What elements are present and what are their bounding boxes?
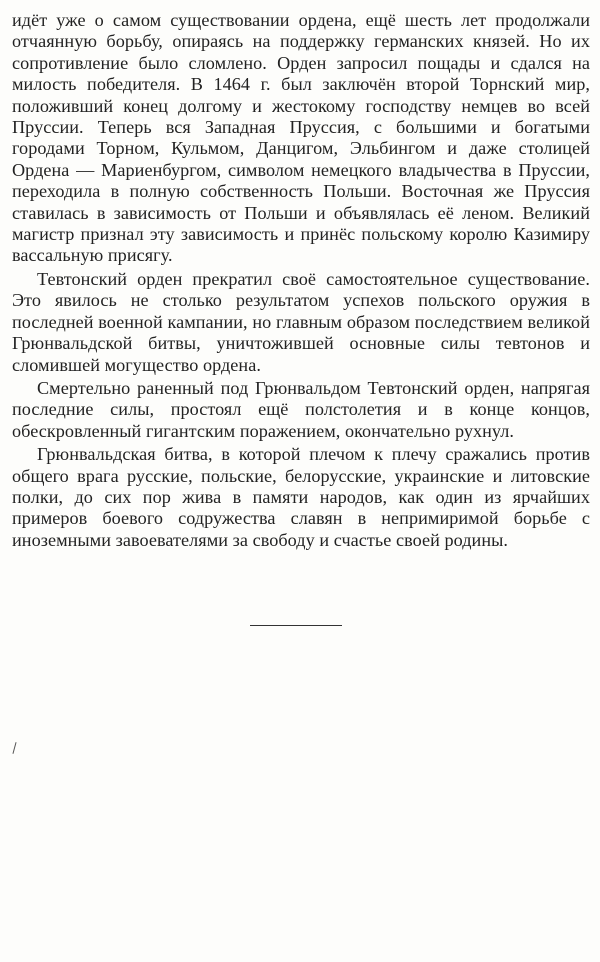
paragraph-order-end: Тевтонский орден прекратил своё самостоятельное существование. Это явилось не столько результатом успехов польского оружия в последней военной кампании, но главным образом последствием великой Грюнвальдской битвы, уничтожившей основные силы тевтонов и сломившей могущество ордена. [12,268,590,375]
paragraph-grunwald-memory: Грюнвальдская битва, в которой плечом к плечу сражались против общего врага русские, польские, белорусские, украинские и литовские полки, до сих пор жива в памяти народов, как один из ярчайших примеров боевого содружества славян в непримиримой борьбе с иноземными завоевателями за свободу и счастье своей родины. [12,444,590,550]
margin-mark [12,742,16,754]
body-text [12,10,590,551]
paragraph-order-collapse: Смертельно раненный под Грюнвальдом Тевтонский орден, напрягая последние силы, простоял ещё полстолетия и в конце концов, обескровленный гигантским поражением, окончательно рухнул. [12,377,590,441]
section-end-rule [250,625,342,626]
paragraph-continuation: идёт уже о самом существовании ордена, ещё шесть лет продолжали отчаянную борьбу, опираясь на поддержку германских князей. Но их сопротивление было сломлено. Орден запросил пощады и сдался на милость победителя. В 1464 г. был заключён второй Торнский мир, положивший конец долгому и жестокому господству немцев во всей Пруссии. Теперь вся Западная Пруссия, с большими и богатыми городами Торном, Кульмом, Данцигом, Эльбингом и даже столицей Ордена — Мариенбургом, символом немецкого владычества в Пруссии, переходила в полную собственность Польши. Восточная же Пруссия ставилась в зависимость от Польши и объявлялась её леном. Великий магистр признал эту зависимость и принёс польскому королю Казимиру вассальную присягу. [12,10,590,266]
